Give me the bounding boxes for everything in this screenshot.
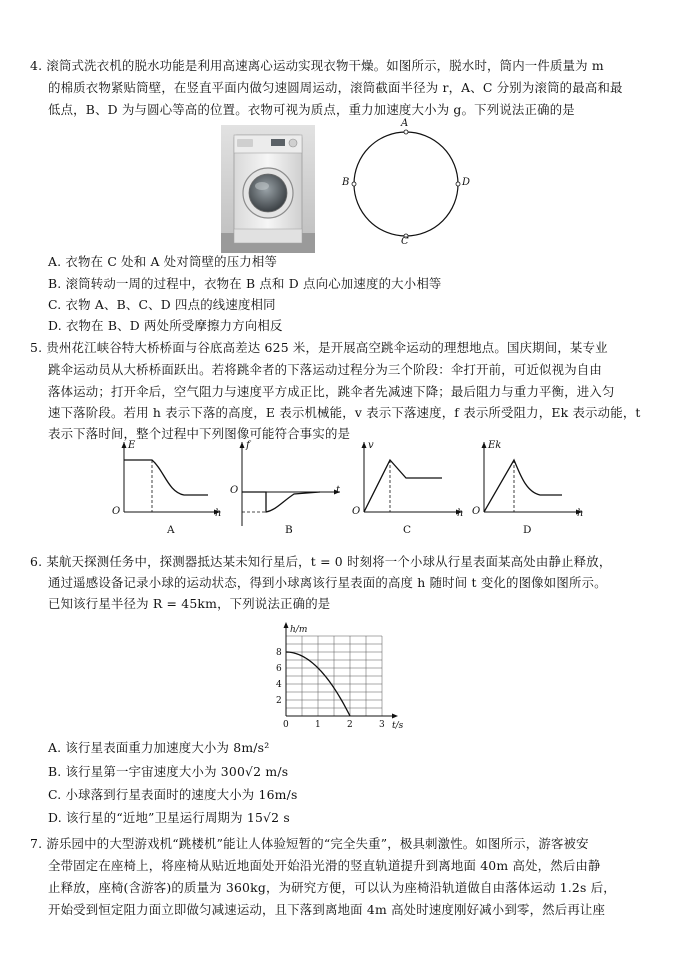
graph-b-y-label: f xyxy=(246,440,250,451)
x-axis-arrow xyxy=(392,714,398,719)
graph-c-y-label: v xyxy=(368,440,374,451)
x-tick-label: 2 xyxy=(347,720,353,730)
graph-c xyxy=(346,440,468,536)
q6-option-a: A. 该行星表面重力加速度大小为 8m/s² xyxy=(48,740,270,755)
point-b-label: B xyxy=(342,177,350,188)
graph-c-origin: O xyxy=(352,506,361,517)
graph-a xyxy=(104,440,226,536)
q7-line-2: 全带固定在座椅上，将座椅从贴近地面处开始沿光滑的竖直轨道提升到离地面 40m 高处，然后由静 xyxy=(48,858,601,873)
graph-b-x-label: t xyxy=(336,485,341,496)
q6-option-b: B. 该行星第一宇宙速度大小为 300√2 m/s xyxy=(48,764,289,779)
q4-line-2: 的棉质衣物紧贴筒壁，在竖直平面内做匀速圆周运动，滚筒截面半径为 r，A、C 分别为滚筒的最高和最 xyxy=(48,80,623,95)
q4-option-a: A. 衣物在 C 处和 A 处对筒壁的压力相等 xyxy=(48,254,278,269)
q5-line-1: 5. 贵州花江峡谷特大桥桥面与谷底高差达 625 米，是开展高空跳伞运动的理想地点。国庆期间，某专业 xyxy=(30,340,608,355)
graph-b-origin: O xyxy=(230,485,239,496)
graph-a-y-label: E xyxy=(128,440,136,451)
q7-line-1: 7. 游乐园中的大型游戏机“跳楼机”能让人体验短暂的“完全失重”，极具刺激性。如图所示，游客被安 xyxy=(30,836,589,851)
graph-a-caption: A xyxy=(167,524,175,536)
graph-a-origin: O xyxy=(112,506,121,517)
q7-line-3: 止释放，座椅(含游客)的质量为 360kg，为研究方便，可以认为座椅沿轨道做自由落体运动 1.2s 后， xyxy=(48,880,616,895)
graph-a-x-label: h xyxy=(215,508,222,519)
q6-line-1: 6. 某航天探测任务中，探测器抵达某未知行星后，t = 0 时刻将一个小球从行星表面某高处由静止释放， xyxy=(30,554,612,569)
x-axis-label: t/s xyxy=(392,721,404,731)
q4-option-d: D. 衣物在 B、D 两处所受摩擦力方向相反 xyxy=(48,318,283,333)
q6-line-2: 通过遥感设备记录小球的运动状态，得到小球离该行星表面的高度 h 随时间 t 变化的图像如图所示。 xyxy=(48,575,607,590)
graph-d-caption: D xyxy=(523,524,532,536)
q5-line-5: 表示下落时间，整个过程中下列图像可能符合事实的是 xyxy=(48,426,351,441)
y-tick-label: 6 xyxy=(276,664,282,674)
x-tick-label: 3 xyxy=(379,720,385,730)
graph-d-origin: O xyxy=(472,506,481,517)
q4-line-3: 低点，B、D 为与圆心等高的位置。衣物可视为质点，重力加速度大小为 g。下列说法正确的是 xyxy=(48,102,575,117)
drum-circle-diagram xyxy=(340,118,480,250)
q4-line-1: 4. 滚筒式洗衣机的脱水功能是利用高速离心运动实现衣物干燥。如图所示，脱水时，筒内一件质量为 m xyxy=(30,58,604,73)
x-tick-label: 0 xyxy=(283,720,289,730)
y-tick-label: 4 xyxy=(276,680,282,690)
graph-c-caption: C xyxy=(403,524,412,536)
point-a-label: A xyxy=(401,118,409,129)
graph-d xyxy=(466,440,588,536)
height-time-chart xyxy=(262,604,402,730)
graph-d-x-label: h xyxy=(577,508,584,519)
q4-option-c: C. 衣物 A、B、C、D 四点的线速度相同 xyxy=(48,297,276,312)
graph-c-x-label: h xyxy=(457,508,464,519)
y-tick-label: 8 xyxy=(276,648,282,658)
y-axis-arrow xyxy=(284,622,289,628)
q6-option-d: D. 该行星的“近地”卫星运行周期为 15√2 s xyxy=(48,810,290,825)
x-tick-label: 1 xyxy=(315,720,321,730)
graph-b xyxy=(224,440,346,536)
q5-line-4: 速下落阶段。若用 h 表示下落的高度，E 表示机械能，v 表示下落速度，f 表示所受阻力，Ek 表示动能，t xyxy=(48,405,641,420)
height-time-chart-svg xyxy=(262,604,402,730)
graph-d-y-label: Ek xyxy=(488,440,502,451)
q6-line-3: 已知该行星半径为 R = 45km，下列说法正确的是 xyxy=(48,596,331,611)
point-d-label: D xyxy=(462,177,471,188)
y-tick-label: 2 xyxy=(276,696,282,706)
q5-line-2: 跳伞运动员从大桥桥面跃出。若将跳伞者的下落运动过程分为三个阶段：伞打开前，可近似视为自由 xyxy=(48,362,602,377)
point-c-label: C xyxy=(401,236,409,247)
washing-machine-image xyxy=(221,125,315,253)
y-axis-label: h/m xyxy=(290,625,308,635)
q7-line-4: 开始受到恒定阻力面立即做匀减速运动，且下落到离地面 4m 高处时速度刚好减小到零，然后再让座 xyxy=(48,902,606,917)
graph-b-caption: B xyxy=(285,524,293,536)
q5-line-3: 落体运动；打开伞后，空气阻力与速度平方成正比，跳伞者先减速下降；最后阻力与重力平衡，进入匀 xyxy=(48,384,615,399)
q4-option-b: B. 滚筒转动一周的过程中，衣物在 B 点和 D 点向心加速度的大小相等 xyxy=(48,276,442,291)
q6-option-c: C. 小球落到行星表面时的速度大小为 16m/s xyxy=(48,787,298,802)
